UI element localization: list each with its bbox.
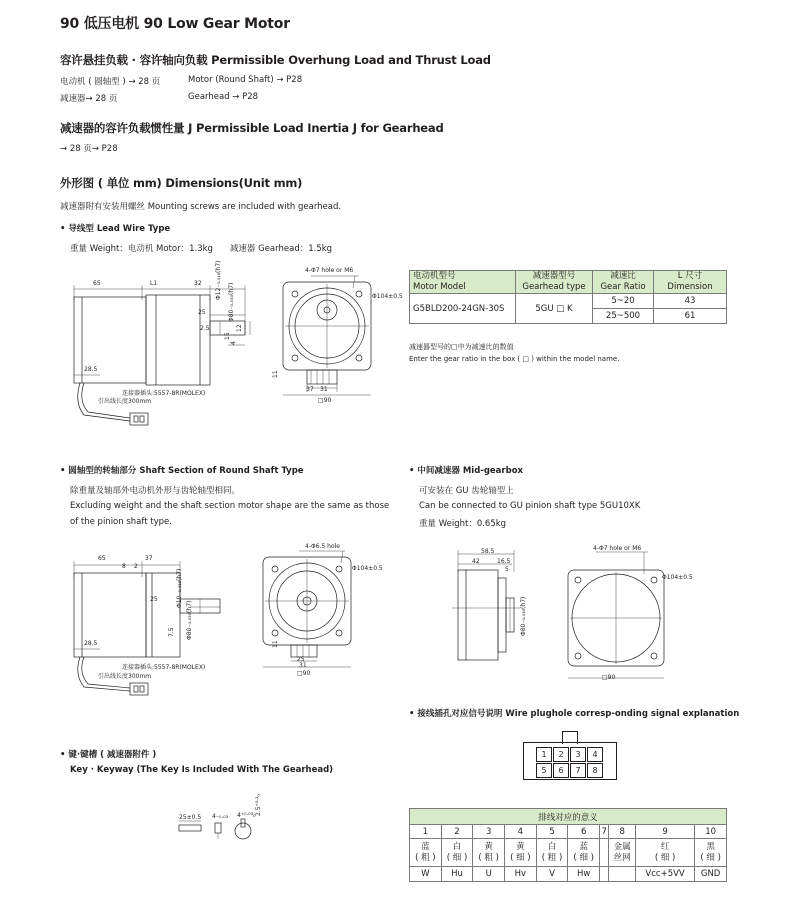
screws-note: 减速器附有安装用螺丝 Mounting screws are included with gearhead. <box>60 202 342 212</box>
signal-table-title: 排线对应的意义 <box>410 809 727 825</box>
cell-dimension: 43 <box>654 294 727 309</box>
lead-wire-front-view <box>275 270 395 410</box>
cell-ratio: 25~500 <box>593 309 654 324</box>
signal-table <box>409 808 727 882</box>
mg-sq90: □90 <box>602 674 616 681</box>
rs-front-11: 11 <box>272 640 279 648</box>
mg-dim-58-5: 58.5 <box>481 548 495 555</box>
rs-dim-37: 37 <box>145 555 153 562</box>
pin-number: 10 <box>695 825 727 839</box>
mg-dim-5: 5 <box>505 566 509 573</box>
load-motor-cn: 电动机 ( 圆轴型 ) → 28 页 <box>60 77 161 87</box>
connector-diagram <box>523 742 617 780</box>
pin: 1 <box>536 747 552 762</box>
lead-length-label: 引出线长度300mm <box>98 398 152 405</box>
pin-number: 4 <box>505 825 537 839</box>
cell-gearhead-type: 5GU □ K <box>516 294 593 324</box>
rs-hole-label: 4-Φ6.5 hole <box>305 543 340 550</box>
cell-ratio: 5~20 <box>593 294 654 309</box>
heading-inertia: 减速器的容许负载惯性量 J Permissible Load Inertia J for Gearhead <box>60 121 444 135</box>
cell-motor-model: G5BLD200-24GN-30S <box>410 294 516 324</box>
mg-dim-16-5: 16.5 <box>497 558 511 565</box>
key-title-en: Key · Keyway (The Key Is Included With The Gearhead) <box>70 765 334 775</box>
dim-15: 15 <box>224 332 231 340</box>
rs-dim-28-5: 28.5 <box>84 640 98 647</box>
rs-pcd-label: Φ104±0.5 <box>352 565 383 572</box>
rs-dim-phi10: Φ10₋₀.₀₁₅(h7) <box>176 568 183 608</box>
key-title-cn: • 键·键槽 ( 减速器附件 ) <box>60 750 157 760</box>
page-title: 90 低压电机 90 Low Gear Motor <box>60 16 290 32</box>
dim-65: 65 <box>93 280 101 287</box>
front-dim-31: 31 <box>320 386 328 393</box>
rs-front-31: 31 <box>299 662 307 669</box>
round-shaft-line3: of the pinion shaft type. <box>70 517 172 527</box>
pin-number: 1 <box>410 825 442 839</box>
mg-dim-42: 42 <box>472 558 480 565</box>
signal-name: V <box>536 867 568 882</box>
dim-12: 12 <box>236 324 243 332</box>
load-gearhead-en: Gearhead → P28 <box>188 92 259 102</box>
header-gear-ratio: 减速比 Gear Ratio <box>593 271 654 294</box>
signal-name: U <box>473 867 505 882</box>
load-gearhead-cn: 减速器→ 28 页 <box>60 94 118 104</box>
wire-color: 白 ( 粗 ) <box>536 839 568 867</box>
heading-permissible-load: 容许悬挂负载 · 容许轴向负载 Permissible Overhung Load and Thrust Load <box>60 53 491 67</box>
wire-color: 蓝 ( 粗 ) <box>410 839 442 867</box>
model-note-en: Enter the gear ratio in the box ( □ ) within the model name. <box>409 355 620 363</box>
rs-front-25: 25 <box>297 656 305 663</box>
load-motor-en: Motor (Round Shaft) → P28 <box>188 75 303 85</box>
lead-wire-side-view <box>60 275 280 445</box>
signal-name: GND <box>695 867 727 882</box>
mid-gear-title: • 中间减速器 Mid-gearbox <box>409 466 524 476</box>
signal-name: Hu <box>441 867 473 882</box>
rs-lead-length: 引出线长度300mm <box>98 673 152 680</box>
front-dim-37: 37 <box>306 386 314 393</box>
rs-dim-phi80: Φ80₋₀.₀₃₀(h7) <box>186 600 193 640</box>
wire-color: 金属 丝网 <box>609 839 635 867</box>
pin-number: 5 <box>536 825 568 839</box>
wire-color: 黑 ( 细 ) <box>695 839 727 867</box>
pin: 7 <box>570 763 586 778</box>
front-pcd-label: Φ104±0.5 <box>372 293 403 300</box>
rs-dim-7-5: 7.5 <box>168 627 175 637</box>
header-dimension: L 尺寸 Dimension <box>654 271 727 294</box>
dim-28-5: 28.5 <box>84 366 98 373</box>
front-sq90: □90 <box>318 397 332 404</box>
pin: 8 <box>587 763 603 778</box>
pin: 6 <box>553 763 569 778</box>
front-dim-11: 11 <box>272 370 279 378</box>
dim-phi80: Φ80₋₀.₀₃₀(h7) <box>228 282 235 322</box>
rs-dim-2: 2 <box>134 563 138 570</box>
key-dim-4b: 4⁺⁰·⁰³₀ <box>237 812 256 819</box>
signal-name: W <box>410 867 442 882</box>
signal-name <box>600 867 609 882</box>
pin: 3 <box>570 747 586 762</box>
wire-color: 红 ( 细 ) <box>635 839 694 867</box>
dim-L1: L1 <box>150 280 158 287</box>
pin-number: 7 <box>600 825 609 839</box>
front-hole-label: 4-Φ7 hole or M6 <box>305 267 354 274</box>
connector-label: 连接器插头:5557-8R(MOLEX) <box>122 390 206 397</box>
round-shaft-title: • 圆轴型的转轴部分 Shaft Section of Round Shaft Type <box>60 466 304 476</box>
key-dim-2-5: 2.5⁺⁰·¹₀ <box>255 794 262 816</box>
pin: 4 <box>587 747 603 762</box>
inertia-ref: → 28 页→ P28 <box>60 144 118 154</box>
dim-4: 4 <box>230 341 237 345</box>
model-note-cn: 减速器型号的□中为减速比的数值 <box>409 343 514 351</box>
header-gearhead-type: 减速器型号 Gearhead type <box>516 271 593 294</box>
header-motor-model: 电动机型号 Motor Model <box>410 271 516 294</box>
round-shaft-line2: Excluding weight and the shaft section motor shape are the same as those <box>70 501 390 511</box>
rs-front-sq90: □90 <box>297 670 311 677</box>
pin: 2 <box>553 747 569 762</box>
rs-dim-25: 25 <box>150 596 158 603</box>
dim-32: 32 <box>194 280 202 287</box>
dim-2-5: 2.5 <box>200 325 210 332</box>
model-table <box>409 270 727 324</box>
signal-name: Vcc+5VV <box>635 867 694 882</box>
pin-number: 2 <box>441 825 473 839</box>
pin-number: 9 <box>635 825 694 839</box>
mg-dim-phi80: Φ80₋₀.₀₃₀(h7) <box>520 596 527 636</box>
wire-color: 蓝 ( 细 ) <box>568 839 600 867</box>
signal-name: Hv <box>505 867 537 882</box>
cell-dimension: 61 <box>654 309 727 324</box>
pin-number: 8 <box>609 825 635 839</box>
dim-25: 25 <box>198 309 206 316</box>
wire-color <box>600 839 609 867</box>
pin: 5 <box>536 763 552 778</box>
wire-color: 黄 ( 细 ) <box>505 839 537 867</box>
wire-color: 黄 ( 粗 ) <box>473 839 505 867</box>
mid-gear-weight: 重量 Weight：0.65kg <box>419 519 507 529</box>
key-dim-25: 25±0.5 <box>179 814 202 821</box>
mg-pcd-label: Φ104±0.5 <box>662 574 693 581</box>
signal-name <box>609 867 635 882</box>
mg-hole-label: 4-Φ7 hole or M6 <box>593 545 642 552</box>
mid-gear-front-view <box>560 548 680 688</box>
rs-dim-8: 8 <box>122 563 126 570</box>
dim-phi12: Φ12₋₀.₀₁₈(h7) <box>215 260 222 300</box>
heading-dimensions: 外形图 ( 单位 mm) Dimensions(Unit mm) <box>60 176 303 190</box>
signal-name: Hw <box>568 867 600 882</box>
pin-number: 3 <box>473 825 505 839</box>
key-dim-4: 4₋₀.₀₃ <box>212 813 229 820</box>
pin-number: 6 <box>568 825 600 839</box>
rs-dim-65: 65 <box>98 555 106 562</box>
lead-wire-title: • 导线型 Lead Wire Type <box>60 224 171 234</box>
lead-wire-weight: 重量 Weight：电动机 Motor：1.3kg 减速器 Gearhead：1.5kg <box>70 244 333 254</box>
round-shaft-line1: 除重量及轴部外电动机外形与齿轮轴型相同。 <box>70 486 241 496</box>
connector-latch <box>562 731 578 744</box>
mid-gear-line1: 可安装在 GU 齿轮轴型上 <box>419 486 514 496</box>
mid-gear-side-view <box>450 548 530 688</box>
rs-connector-label: 连接器插头:5557-8R(MOLEX) <box>122 664 206 671</box>
round-shaft-side-view <box>60 555 260 700</box>
wire-color: 白 ( 细 ) <box>441 839 473 867</box>
mid-gear-line2: Can be connected to GU pinion shaft type 5GU10XK <box>419 501 641 511</box>
signal-title: • 接线插孔对应信号说明 Wire plughole corresp-onding signal explanation <box>409 709 740 719</box>
